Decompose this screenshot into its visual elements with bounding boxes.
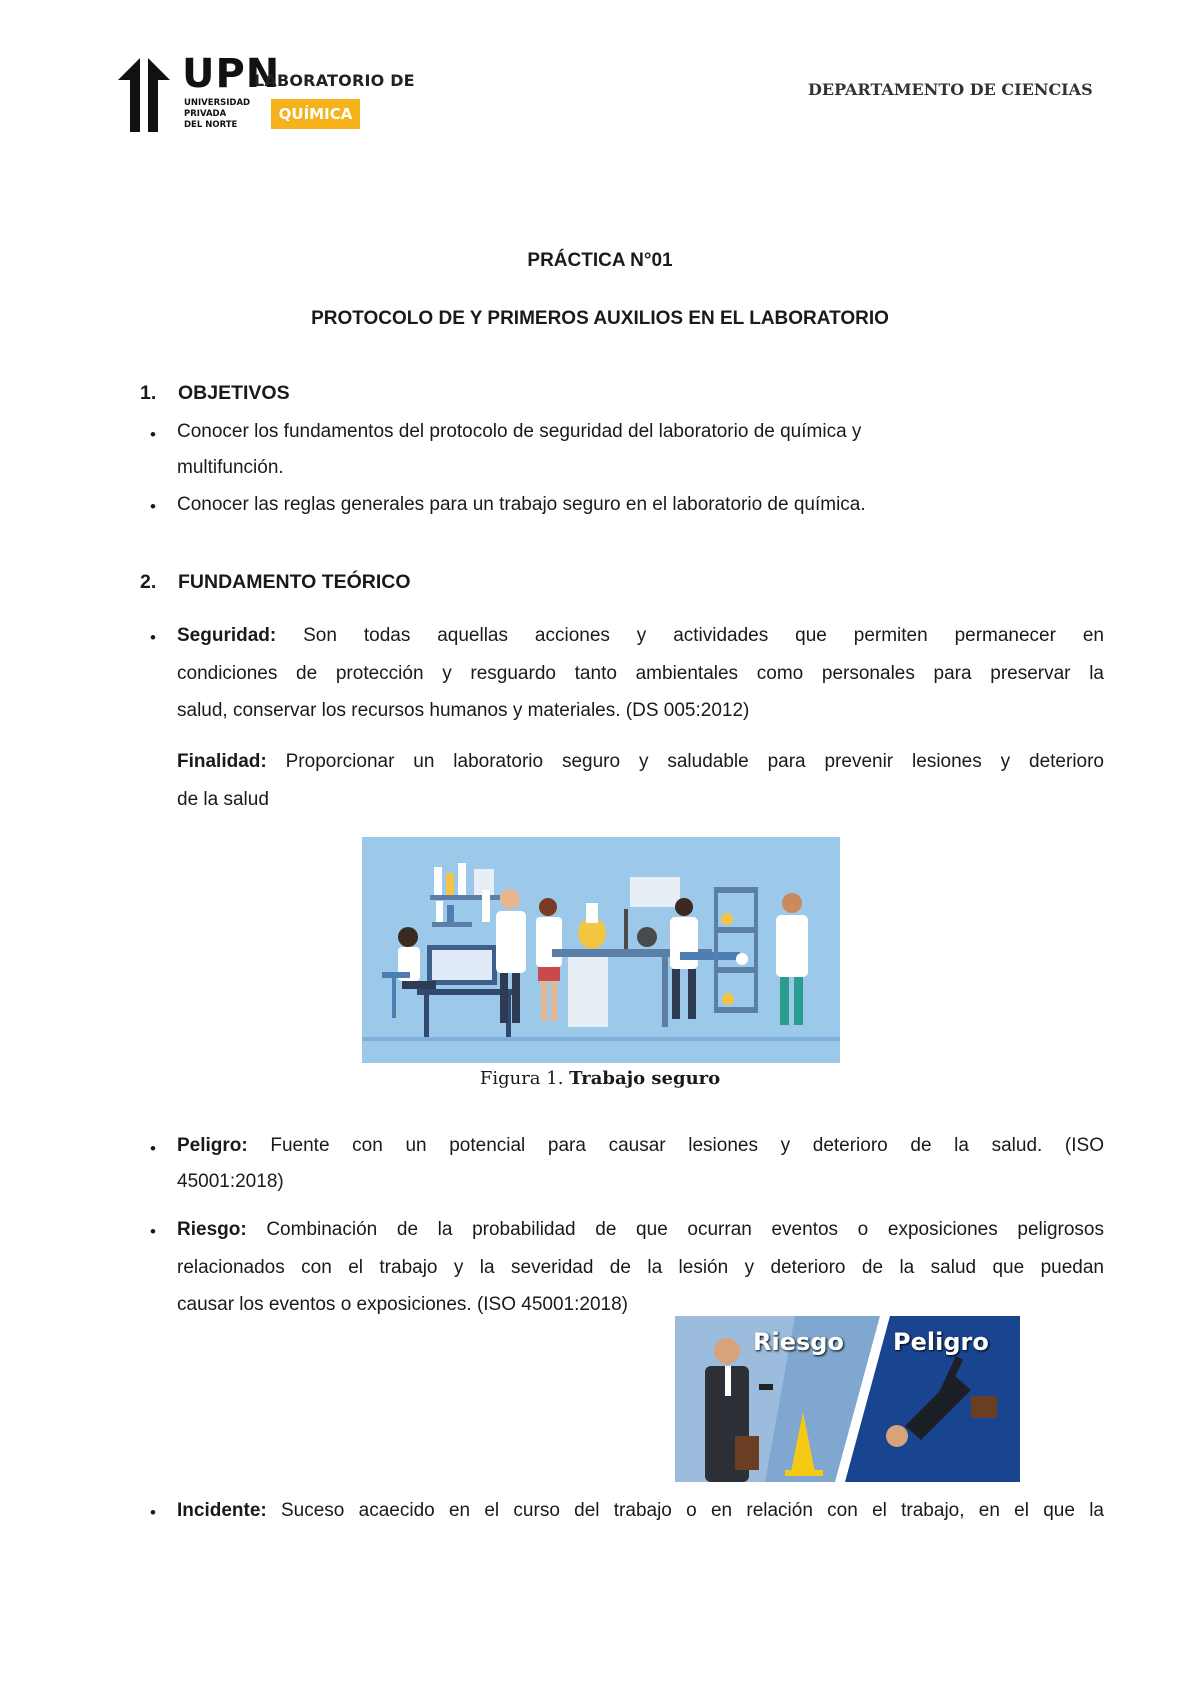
term-incidente: Incidente: xyxy=(177,1500,267,1521)
objective-item-1: Conocer los fundamentos del protocolo de seguridad del laboratorio de química y multifunción. xyxy=(177,421,862,478)
lab-name: LABORATORIO DE xyxy=(254,71,415,90)
objective-item-2: Conocer las reglas generales para un trabajo seguro en el laboratorio de química. xyxy=(177,494,866,515)
definition-seguridad: Seguridad: Son todas aquellas acciones y actividades que permiten permanecer en condiciones de protección y resguardo tanto ambientales como personales para preservar la salud, conservar los recursos humanos y materiales. (DS 005:2012) xyxy=(177,625,1104,721)
upn-university-name: UNIVERSIDAD PRIVADA DEL NORTE xyxy=(184,98,251,130)
term-seguridad: Seguridad: xyxy=(177,625,277,646)
bullet: • xyxy=(150,497,156,516)
department-name: DEPARTAMENTO DE CIENCIAS xyxy=(808,80,1093,99)
figure-riesgo-peligro xyxy=(675,1316,1020,1482)
term-riesgo: Riesgo: xyxy=(177,1219,247,1240)
term-peligro: Peligro: xyxy=(177,1135,248,1156)
definition-peligro: Peligro: Fuente con un potencial para causar lesiones y deterioro de la salud. (ISO 45001:2018) xyxy=(177,1135,1104,1192)
label-riesgo: Riesgo xyxy=(753,1328,844,1356)
practice-title: PRÁCTICA N°01 xyxy=(527,250,673,271)
practice-subtitle: PROTOCOLO DE Y PRIMEROS AUXILIOS EN EL LABORATORIO xyxy=(311,308,889,329)
bullet: • xyxy=(150,1503,156,1522)
bullet: • xyxy=(150,1222,156,1241)
definition-finalidad: Finalidad: Proporcionar un laboratorio seguro y saludable para prevenir lesiones y deterioro de la salud xyxy=(177,751,1104,810)
bullet: • xyxy=(150,1139,156,1158)
upn-logo-text: UPN xyxy=(182,51,281,97)
definition-incidente: Incidente: Suceso acaecido en el curso del trabajo o en relación con el trabajo, en el que la xyxy=(177,1500,1104,1521)
course-badge: QUÍMICA 1 xyxy=(271,99,360,129)
upn-logo-mark xyxy=(118,58,178,137)
figure-lab-illustration xyxy=(362,837,840,1063)
bullet: • xyxy=(150,425,156,444)
definition-riesgo: Riesgo: Combinación de la probabilidad de que ocurran eventos o exposiciones peligrosos relacionados con el trabajo y la severidad de la lesión y deterioro de la salud que puedan causar los eventos o exposiciones. (ISO 45001:2018) xyxy=(177,1219,1104,1315)
figure-1-caption: Figura 1. Trabajo seguro xyxy=(479,1068,721,1089)
label-peligro: Peligro xyxy=(893,1328,989,1356)
bullet: • xyxy=(150,628,156,647)
term-finalidad: Finalidad: xyxy=(177,751,267,772)
